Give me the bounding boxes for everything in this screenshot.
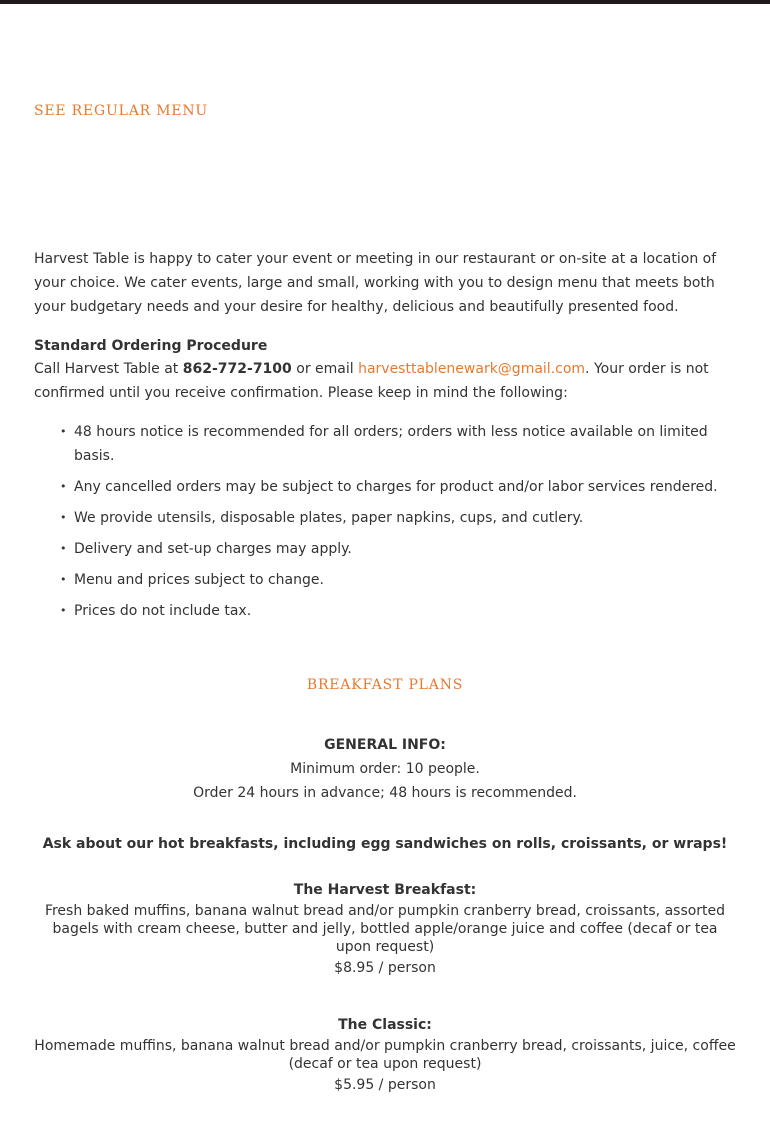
list-item [34, 420, 734, 468]
bullet-icon: • [60, 604, 67, 617]
list-item-text: Any cancelled orders may be subject to charges for product and/or labor services rendered. [74, 479, 718, 495]
list-item-text: Delivery and set-up charges may apply. [74, 541, 352, 557]
plan-description: Fresh baked muffins, banana walnut bread and/or pumpkin cranberry bread, croissants, assorted bagels with cream cheese, butter and jelly, bottled apple/orange juice and coffee (decaf or tea upon request) [44, 903, 726, 955]
general-info-title: GENERAL INFO: [324, 737, 446, 753]
plan-price: $8.95 / person [334, 960, 436, 976]
intro-paragraph: Harvest Table is happy to cater your event or meeting in our restaurant or on-site at a location of your choice. We cater events, large and small, working with you to design menu that meets both your budgetary needs and your desire for healthy, delicious and beautifully presented food. [34, 251, 717, 315]
harvest-breakfast-plan [34, 878, 736, 980]
breakfast-plans-heading: BREAKFAST PLANS [306, 677, 464, 693]
ordering-procedure-text [34, 357, 724, 405]
plan-description: Homemade muffins, banana walnut bread and/or pumpkin cranberry bread, croissants, juice, coffee (decaf or tea upon request) [34, 1038, 736, 1072]
plan-price: $5.95 / person [334, 1077, 436, 1093]
bullet-icon: • [60, 542, 67, 555]
top-border-bar [0, 0, 770, 4]
bullet-icon: • [60, 511, 67, 524]
list-item-text: Menu and prices subject to change. [74, 572, 324, 588]
call-prefix: Call Harvest Table at [34, 361, 183, 377]
bullet-icon: • [60, 480, 67, 493]
bullet-icon: • [60, 573, 67, 586]
general-info-block [34, 733, 736, 805]
hot-breakfast-note: Ask about our hot breakfasts, including egg sandwiches on rolls, croissants, or wraps! [42, 836, 728, 852]
list-item [34, 568, 734, 592]
minimum-order-text: Minimum order: 10 people. [290, 761, 480, 777]
ordering-procedure-title: Standard Ordering Procedure [34, 338, 268, 354]
plan-name: The Harvest Breakfast: [293, 882, 477, 898]
classic-breakfast-plan [34, 1013, 736, 1097]
phone-number: 862-772-7100 [182, 361, 292, 377]
list-item-text: Prices do not include tax. [74, 603, 252, 619]
advance-order-text: Order 24 hours in advance; 48 hours is recommended. [193, 785, 577, 801]
breakfast-plans-heading-block [34, 676, 736, 694]
plan-name: The Classic: [338, 1017, 432, 1033]
ordering-suffix: . Your order is not confirmed until you receive confirmation. Please keep in mind the following: [34, 361, 709, 401]
list-item-text: We provide utensils, disposable plates, paper napkins, cups, and cutlery. [74, 510, 584, 526]
email-prefix: or email [291, 361, 359, 377]
see-regular-menu-link[interactable]: SEE REGULAR MENU [34, 103, 209, 119]
email-link[interactable]: harvesttablenewark@gmail.com [358, 361, 586, 377]
list-item [34, 506, 734, 530]
list-item-text: 48 hours notice is recommended for all orders; orders with less notice available on limited basis. [74, 424, 708, 464]
list-item [34, 537, 734, 561]
list-item [34, 599, 734, 623]
bullet-icon: • [60, 425, 67, 438]
hot-breakfast-note-block [34, 832, 736, 856]
ordering-notes-list [34, 420, 734, 630]
list-item [34, 475, 734, 499]
